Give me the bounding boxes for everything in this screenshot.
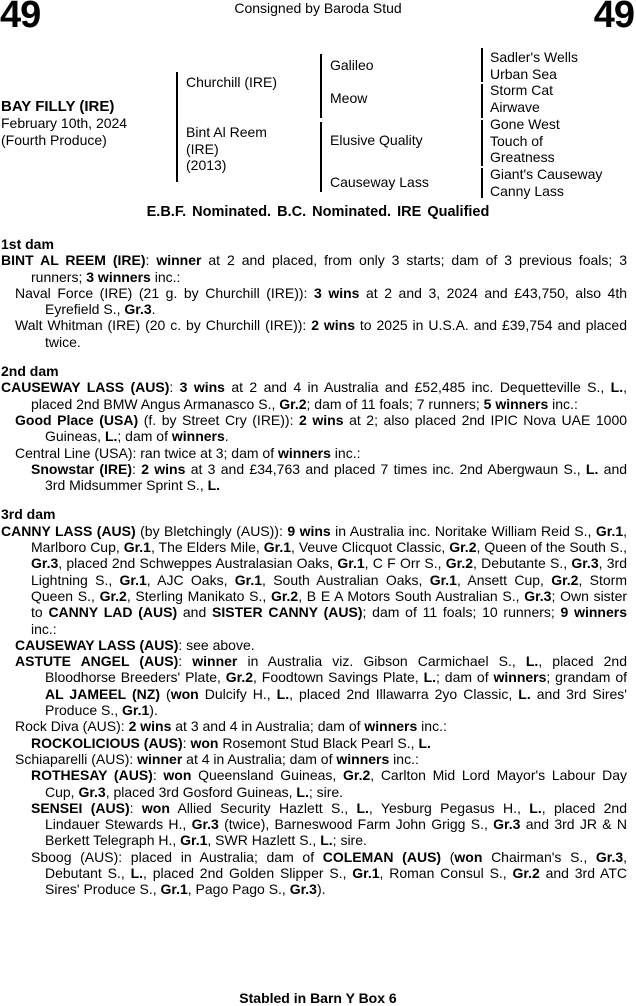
entry-text: , placed 3rd Gosford Guineas, [105,783,297,800]
entry-text: 5 winners [483,395,549,412]
entry-text: Rock Diva (AUS): [15,718,129,735]
entry-text: COLEMAN (AUS) [322,848,442,865]
entry-text: , placed 2nd Schweppes Australasian Oaks, [58,555,338,572]
entry-text: Gr.3 [493,816,521,833]
entry-text: (twice), Barneswood Farm John Grigg S., [218,816,494,833]
entry-text: winners [171,428,225,445]
entry-text: : [169,379,180,396]
entry-text: , Veuve Clicquot Classic, [291,539,450,556]
entry-text: L. [525,653,539,670]
horse-name: BAY FILLY (IRE) [1,98,115,115]
foaling-date: February 10th, 2024 [1,115,128,131]
entry-text: , placed 2nd Bloodhorse Breeders' Plate, [45,653,627,686]
entry-text: winner [156,252,202,269]
entry-text: L. [518,685,531,702]
pedigree-bracket-2b [320,122,322,192]
lot-number-right: 49 [593,0,634,36]
entry-text: L. [356,799,369,816]
entry-text: ( [441,848,455,865]
entry-text: , Storm Queen S., [31,571,627,604]
entry-text: Gr.1 [234,571,263,588]
entry-text: Gr.2 [279,395,307,412]
entry-text: : [145,252,157,269]
entry-text: Gr.2 [512,864,540,881]
gg-6: Touch of [490,132,543,149]
pedigree-sire: Churchill (IRE) [186,74,278,90]
entry-text: and 3rd Sires' Produce S., [45,685,627,719]
entry-text: : [182,734,191,751]
entry-text: : [131,460,142,477]
entry-text: L. [423,669,437,686]
entry-text: , Debutante S., [473,555,572,572]
pedigree-bracket-2a [320,54,322,118]
entry-text: won [163,767,192,784]
entry-text: , Pago Pago S., [187,881,290,898]
section-heading: 1st dam [1,236,54,252]
entry-text: : [152,767,164,784]
stabling-info: Stabled in Barn Y Box 6 [239,990,397,1006]
entry-text: to 2025 in U.S.A. and £39,754 and placed twice. [45,317,627,350]
nominations: E.B.F. Nominated. B.C. Nominated. IRE Qualified [146,204,490,220]
entry-text: CANNY LAD (AUS) [48,604,178,621]
entry-text: Gr.3 [595,848,624,865]
entry-text: , B E A Motors South Australian S., [298,587,525,604]
entry-text: , Ansett Cup, [456,571,552,588]
entry-text: Gr.1 [119,571,147,588]
gg-9: Canny Lass [490,182,564,199]
pedigree-entry [1,445,627,461]
dam-name: Bint Al Reem [186,124,267,140]
entry-text: Gr.1 [337,555,365,572]
entry-text: , placed 2nd Illawarra 2yo Classic, [289,685,519,702]
entry-text: L. [104,428,118,445]
entry-text: Rosemont Stud Black Pearl S., [218,734,419,751]
entry-text: , Sterling Manikato S., [126,587,271,604]
entry-text: Gr.3 [124,301,152,318]
entry-text: L. [207,477,221,494]
entry-text: Gr.1 [595,522,624,539]
entry-text: , Carlton Mid Lord Mayor's Labour Day Cup, [45,767,628,800]
entry-text: SISTER CANNY (AUS) [212,604,363,621]
entry-text: Gr.3 [31,555,59,572]
entry-text: , placed 2nd Lindauer Stewards H., [45,799,627,833]
pedigree-entry [1,800,627,849]
entry-text: at 4 in Australia; dam of [182,750,337,767]
entry-text: won [141,799,170,816]
entry-text: Gr.3 [78,783,106,800]
entry-text: , placed 2nd BMW Angus Armanasco S., [31,379,628,412]
entry-text: and 3rd Midsummer Sprint S., [45,460,628,494]
entry-text: Gr.2 [445,555,474,572]
entry-text: 9 winners [560,604,627,621]
entry-text: ; sire. [332,832,367,849]
pedigree-entry [1,412,627,445]
entry-text: , Yesburg Pegasus H., [368,799,530,816]
pedigree-entry [1,285,627,318]
catalogue-body [1,236,627,898]
entry-text: , Foodtown Savings Plate, [253,669,424,686]
entry-text: Gr.3 [289,881,317,898]
entry-text: inc.: [389,750,419,767]
entry-text: and 3rd ATC Sires' Produce S., [45,864,627,898]
entry-text: , placed 2nd Golden Slipper S., [143,864,353,881]
entry-text: 2 wins [299,411,344,428]
entry-text: . [224,428,229,445]
entry-text: Gr.3 [571,555,599,572]
entry-text: 9 wins [287,522,331,539]
grandsire-2: Meow [330,90,368,106]
pedigree-entry [1,637,627,653]
pedigree-entry [1,252,627,285]
entry-text: , 3rd Lightning S., [31,555,627,588]
entry-text: at 2 and placed, from only 3 starts; dam of 3 previous foals; 3 runners; [31,252,627,285]
entry-text: (f. by Street Cry (IRE)): [138,411,300,428]
entry-text: winners [336,750,390,767]
entry-text: BINT AL REEM (IRE) [1,252,146,269]
entry-text: CAUSEWAY LASS (AUS) [15,636,179,653]
entry-text: L. [529,799,542,816]
entry-text: , Marlboro Cup, [31,522,628,556]
entry-text: won [170,685,199,702]
entry-text: winners [278,444,331,461]
entry-text: Chairman's S., [482,848,596,865]
entry-text: . [151,301,156,318]
entry-text: 3 wins [179,379,225,396]
entry-text: L. [320,832,333,849]
entry-text: inc.: [330,444,361,461]
entry-text: winners [364,718,418,735]
entry-text: ; Own sister to [31,587,628,621]
entry-text: Dulcify H., [198,685,277,702]
entry-text: , Roman Consul S., [379,864,513,881]
pedigree-entry [1,523,627,637]
entry-text: at 2; also placed 2nd IPIC Nova UAE 1000 Guineas, [45,411,628,445]
entry-text: L. [296,783,309,800]
entry-text: ROTHESAY (AUS) [31,767,153,784]
entry-text: Central Line (USA): ran twice at 3; dam of [15,444,278,461]
pedigree-bracket-3b [481,84,483,118]
entry-text: inc.: [417,718,447,735]
entry-text: : see above. [178,636,255,653]
entry-text: Gr.1 [263,539,292,556]
pedigree-entry [1,718,627,734]
gg-4: Airwave [490,99,540,116]
entry-text: L. [418,734,431,751]
entry-text: AL JAMEEL (NZ) [45,685,160,702]
pedigree-entry [1,379,627,412]
lot-number-left: 49 [0,0,41,36]
entry-text: Walt Whitman (IRE) (20 c. by Churchill (IRE)): [15,317,312,334]
entry-text: Gr.3 [191,816,219,833]
entry-text: Gr.1 [123,539,151,556]
entry-text: ( [159,685,171,702]
grandsire-1: Galileo [330,57,374,73]
entry-text: , South Australian Oaks, [262,571,430,588]
pedigree-bracket-3c [481,120,483,166]
entry-text: ASTUTE ANGEL (AUS) [15,653,179,670]
entry-text: Gr.2 [270,587,299,604]
entry-text: : [129,799,142,816]
dam-year: (2013) [186,157,227,174]
entry-text: CAUSEWAY LASS (AUS) [1,379,170,396]
pedigree-bracket-1 [176,72,178,182]
entry-text: and [177,604,213,621]
pedigree-entry [1,653,627,718]
entry-text: Gr.1 [180,832,208,849]
entry-text: Gr.3 [524,587,552,604]
entry-text: winner [137,750,183,767]
entry-text: Gr.2 [99,587,127,604]
entry-text: won [190,734,219,751]
entry-text: Snowstar (IRE) [31,460,132,477]
section-heading: 2nd dam [1,363,59,380]
entry-text: ; dam of 11 foals; 7 runners; [306,395,484,412]
entry-text: at 2 and 3, 2024 and £43,750, also 4th Eyrefield S., [45,284,627,318]
pedigree-entry [1,317,627,350]
gg-8: Giant's Causeway [490,165,603,182]
entry-text: inc.: [150,268,181,285]
entry-text: , C F Orr S., [364,555,446,572]
entry-text: Gr.2 [225,669,254,686]
entry-text: 2 wins [128,718,172,735]
entry-text: Naval Force (IRE) (21 g. by Churchill (IRE)): [15,284,314,301]
horse-info [1,98,127,149]
pedigree-bracket-3a [481,48,483,82]
consignor: Consigned by Baroda Stud [234,0,402,16]
gg-1: Sadler's Wells [490,49,578,65]
entry-text: , Queen of the South S., [476,539,627,556]
entry-text: L. [610,379,624,396]
entry-text: , The Elders Mile, [150,539,264,556]
entry-text: Good Place (USA) [15,411,139,428]
entry-text: ; dam of 11 foals; 10 runners; [362,604,561,621]
pedigree-entry [1,461,627,494]
entry-text: ; sire. [308,783,344,800]
entry-text: Gr.1 [122,702,150,719]
entry-text: L. [130,864,144,881]
gg-3: Storm Cat [490,82,554,99]
entry-text: Gr.1 [160,881,188,898]
entry-text: won [454,848,483,865]
section-heading: 3rd dam [1,506,56,523]
entry-text: Queensland Guineas, [191,767,343,784]
entry-text: SENSEI (AUS) [31,799,130,816]
entry-text: CANNY LASS (AUS) [1,522,136,539]
pedigree-entry [1,849,627,898]
entry-text: inc.: [548,395,578,412]
entry-text: in Australia viz. Gibson Carmichael S., [237,653,526,670]
gg-2: Urban Sea [490,65,557,82]
entry-text: Gr.1 [352,864,380,881]
pedigree-entry [1,767,627,800]
entry-text: (by Bletchingly (AUS)): [135,522,288,539]
pedigree-dam [186,124,267,174]
entry-text: Gr.2 [449,539,477,556]
pedigree-entry [1,735,627,751]
entry-text: inc.: [31,620,57,637]
entry-text: , Debutant S., [45,848,628,881]
gg-7: Greatness [490,149,555,166]
entry-text: 3 winners [86,268,151,285]
dam-origin: (IRE) [186,140,219,157]
entry-text: 2 wins [141,460,186,477]
entry-text: ROCKOLICIOUS (AUS) [31,734,183,751]
entry-text: in Australia inc. Noritake William Reid S., [330,522,596,539]
entry-text: at 3 and 4 in Australia; dam of [171,718,365,735]
grandsire-3: Elusive Quality [330,132,423,148]
entry-text: ; dam of [117,428,172,445]
entry-text: winners [493,669,547,686]
entry-text: ; dam of [436,669,494,686]
entry-text: 2 wins [311,317,356,334]
entry-text: ). [316,881,326,898]
entry-text: ; grandam of [546,669,628,686]
entry-text: , SWR Hazlett S., [207,832,321,849]
pedigree-bracket-3d [481,168,483,198]
entry-text: Gr.1 [429,571,457,588]
grandsire-4: Causeway Lass [330,174,429,190]
entry-text: and 3rd JR & N Berkett Telegraph H., [45,816,627,849]
entry-text: Gr.2 [343,767,371,784]
entry-text: Gr.2 [551,571,579,588]
entry-text: winner [192,653,238,670]
entry-text: L. [585,460,599,477]
pedigree-entry [1,751,627,767]
entry-text: : [178,653,193,670]
entry-text: L. [276,685,290,702]
gg-5: Gone West [490,115,560,132]
entry-text: 3 wins [313,284,360,301]
entry-text: Sboog (AUS): placed in Australia; dam of [31,848,323,865]
entry-text: Allied Security Hazlett S., [169,799,357,816]
great-grandsires [490,49,602,199]
entry-text: Schiaparelli (AUS): [15,750,138,767]
entry-text: ). [149,702,158,719]
entry-text: , AJC Oaks, [146,571,235,588]
produce-number: (Fourth Produce) [1,132,107,148]
entry-text: at 2 and 4 in Australia and £52,485 inc. Dequetteville S., [224,379,611,396]
entry-text: at 3 and £34,763 and placed 7 times inc. 2nd Abergwaun S., [185,460,586,477]
